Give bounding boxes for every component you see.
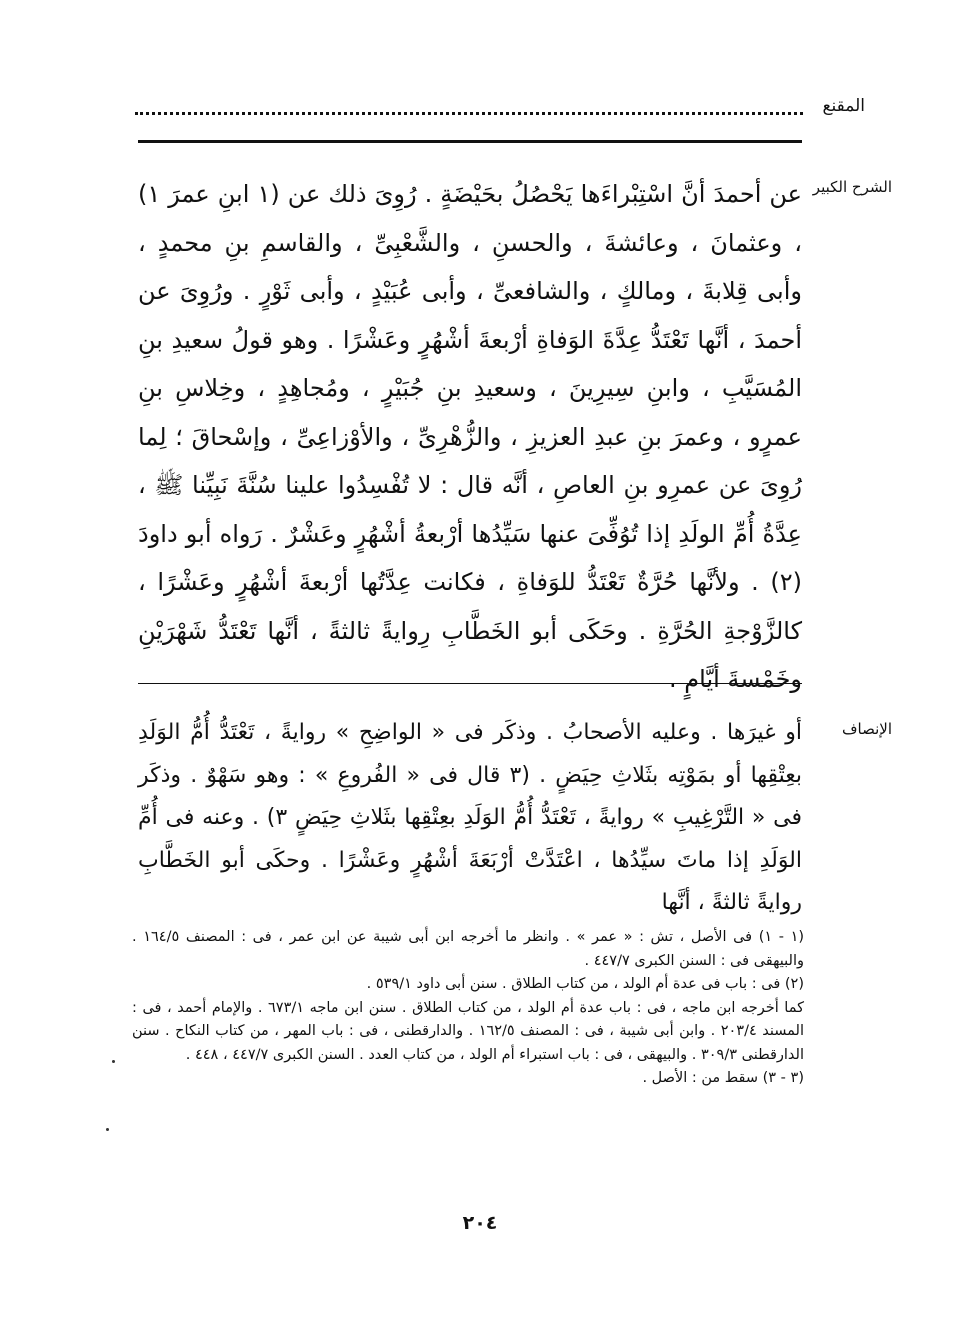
insaf-label: الإنصاف xyxy=(841,720,892,738)
dotted-leader xyxy=(135,112,803,115)
running-head xyxy=(135,96,865,124)
running-title: المقنع xyxy=(822,96,865,116)
section-divider xyxy=(138,683,802,684)
sharh-label: الشرح الكبير xyxy=(812,178,892,196)
footnote-2-continued: كما أخرجه ابن ماجه ، فى : باب عدة أم الولد ، من كتاب الطلاق . سنن ابن ماجه ٦٧٣/١ . والإمام أحمد ، فى : المسند ٢٠٣/٤ . وابن أبى شيبة ، فى : المصنف ١٦٢/٥ . والدارقطنى ، فى : باب المهر ، من كتاب النكاح . سنن الدارقطنى ٣٠٩/٣ . والبيهقى ، فى : باب استبراء أم الولد ، من كتاب العدد . السنن الكبرى ٤٤٧/٧ ، ٤٤٨ . xyxy=(132,999,804,1063)
insaf-body xyxy=(138,712,802,925)
page-number: ٢٠٤ xyxy=(462,1212,498,1234)
scan-speck xyxy=(106,1128,109,1131)
scan-speck xyxy=(112,1060,115,1063)
sharh-body xyxy=(138,170,802,704)
footnote-2: (٢) فى : باب فى عدة أم الولد ، من كتاب الطلاق . سنن أبى داود ٥٣٩/١ . xyxy=(366,976,804,992)
footnote-3: (٣ - ٣) سقط من : الأصل . xyxy=(642,1070,804,1086)
header-rule xyxy=(138,140,802,143)
insaf-paragraph: أو غيرَها . وعليه الأصحابُ . وذكَر فى « الواضِحِ » روايةً ، تَعْتَدُّ أُمُّ الوَلَدِ بعِتْقِها أو بمَوْتِه بثَلاثِ حِيَضٍ . (٣ قال فى « الفُروعِ » : وهو سَهْوٌ . وذكَر فى « التَّرْغِيبِ » روايةً ، تَعْتَدُّ أُمُّ الوَلَدِ بعِتْقِها بثَلاثِ حِيَضٍ ٣) . وعنه فى أُمِّ الوَلَدِ إذا ماتَ سيِّدُها ، اعْتَدَّتْ أرْبَعَةَ أشْهُرٍ وعَشْرًا . وحكَى أبو الخَطَّابِ روايةً ثالثةً ، أنَّها xyxy=(138,720,802,915)
footnote-1: (١ - ١) فى الأصل ، تش : « عمر » . وانظر ما أخرجه ابن أبى شيبة عن ابن عمر ، فى : المصنف ١٦٤/٥ . والبيهقى فى : السنن الكبرى ٤٤٧/٧ . xyxy=(132,929,805,969)
sharh-paragraph: عن أحمدَ أنَّ اسْتِبْراءَها يَحْصُلُ بحَيْضَةٍ . رُوِىَ ذلك عن (١ ابنِ عمرَ ١) ، وعثمانَ ، وعائشةَ ، والحسنِ ، والشَّعْبِىِّ ، والقاسمِ بنِ محمدٍ ، وأبى قِلابةَ ، ومالكٍ ، والشافعىِّ ، وأبى عُبَيْدٍ ، وأبى ثَوْرٍ . ورُوِىَ عن أحمدَ ، أنَّها تَعْتَدُّ عِدَّةَ الوَفاةِ أرْبعةَ أشْهُرٍ وعَشْرًا . وهو قولُ سعيدِ بنِ المُسَيَّبِ ، وابنِ سِيرِينَ ، وسعيدِ بنِ جُبَيْرٍ ، ومُجاهِدٍ ، وخِلاسِ بنِ عمرٍو ، وعمرَ بنِ عبدِ العزيزِ ، والزُّهْرِىِّ ، والأوْزاعِىِّ ، وإسْحاقَ ؛ لِما رُوِىَ عن عمرِو بنِ العاصِ ، أنَّه قال : لا تُفْسِدُوا علينا سُنَّةَ نَبِيِّنا ﷺ ، عِدَّةُ أُمِّ الولَدِ إذا تُوُفِّىَ عنها سَيِّدُها أرْبعةُ أشْهُرٍ وعَشْرٌ . رَواه أبو داودَ (٢) . ولأنَّها حُرَّةٌ تَعْتَدُّ للوَفاةِ ، فكانت عِدَّتُها أرْبعةَ أشْهُرٍ وعَشْرًا ، كالزَّوْجةِ الحُرَّةِ . وحَكَى أبو الخَطَّابِ رِوايةً ثالثةً ، أنَّها تَعْتَدُّ شَهْرَيْنِ وخَمْسةَ أيَّامٍ . xyxy=(138,180,802,693)
footnotes xyxy=(132,926,804,1091)
